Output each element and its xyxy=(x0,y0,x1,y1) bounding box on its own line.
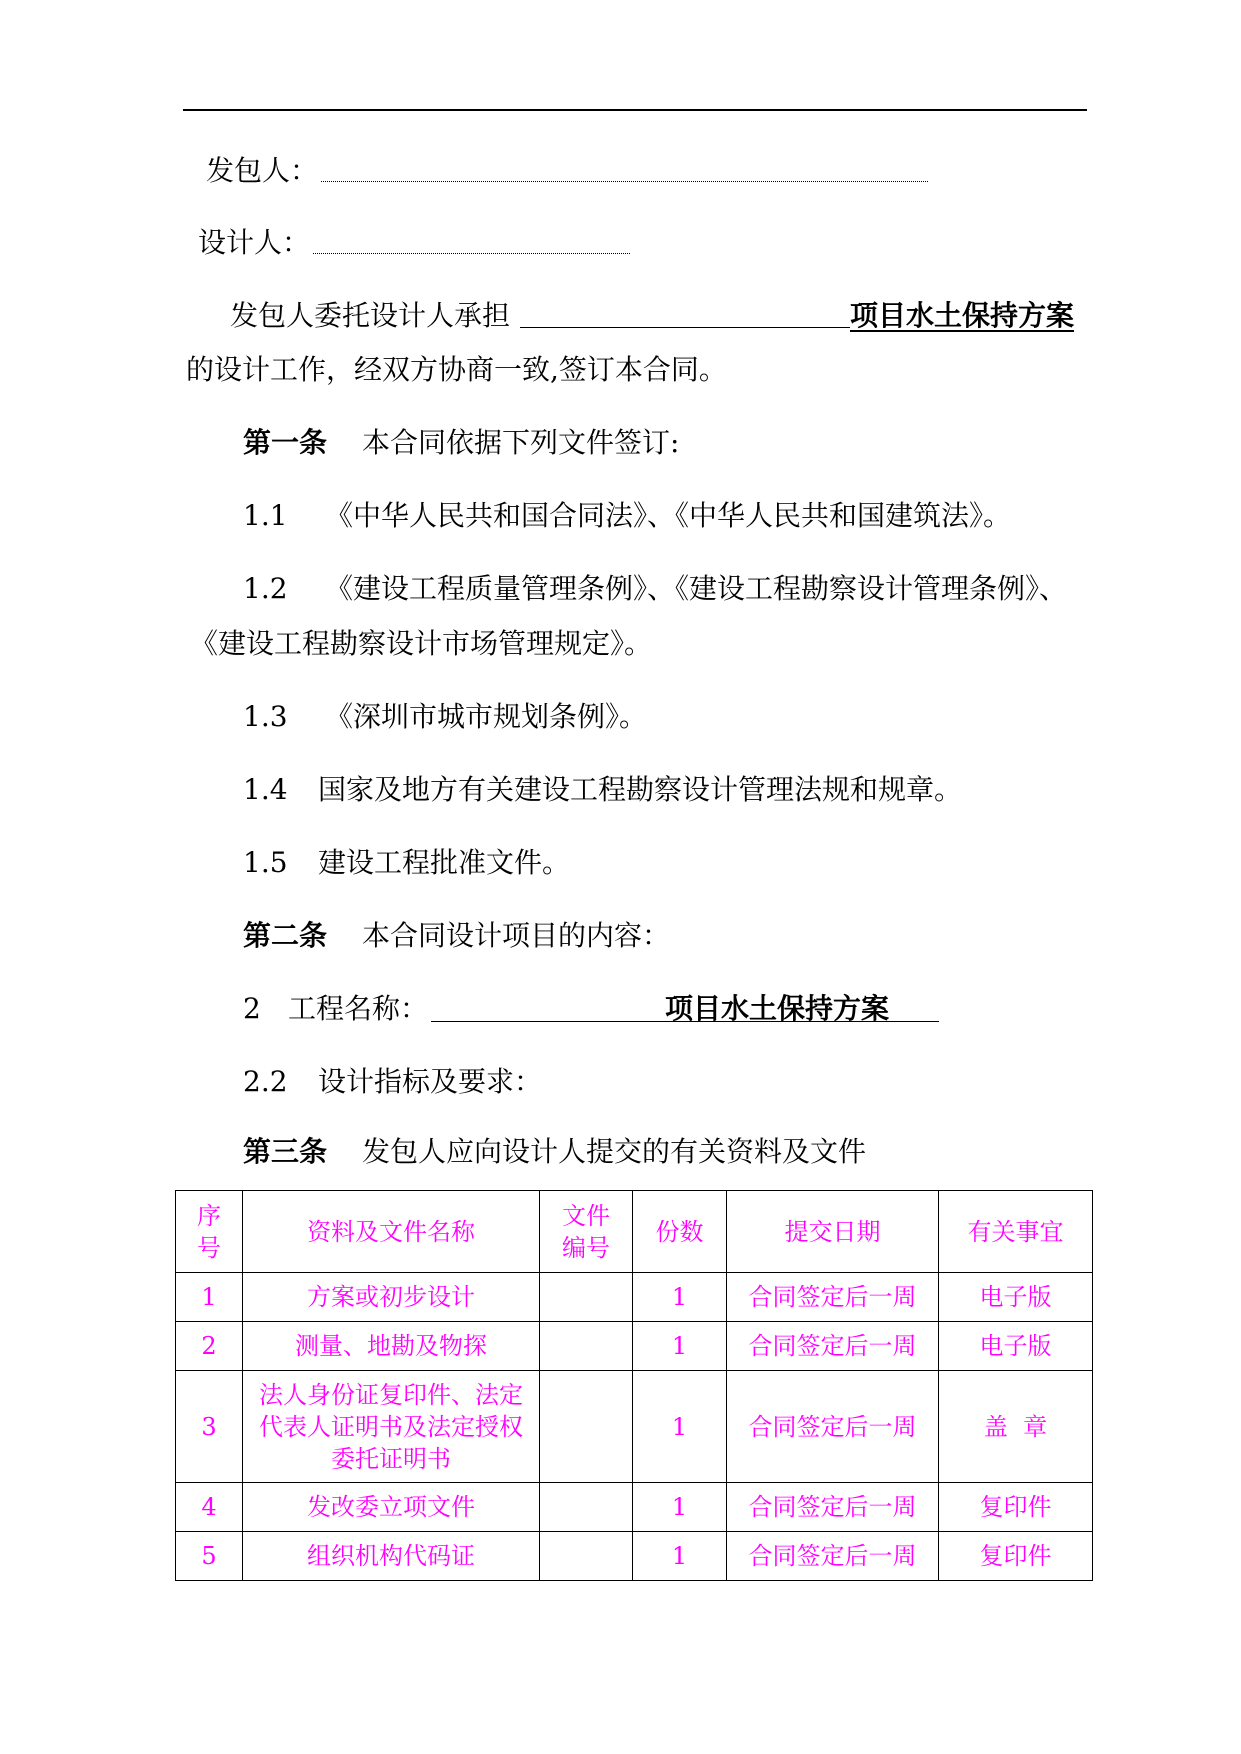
table-header-row xyxy=(176,1191,1093,1273)
cell-copies: 1 xyxy=(633,1273,727,1322)
cell-no: 2 xyxy=(176,1322,243,1371)
cell-copies: 1 xyxy=(633,1532,727,1581)
documents-table xyxy=(175,1190,1093,1581)
intro-project-name: 项目水土保持方案 xyxy=(850,299,1075,332)
item-1-3-text: 《深圳市城市规划条例》。 xyxy=(325,700,648,733)
header-date: 提交日期 xyxy=(727,1191,939,1273)
cell-note: 电子版 xyxy=(939,1322,1093,1371)
cell-date: 合同签定后一周 xyxy=(727,1532,939,1581)
intro-project-blank-line xyxy=(520,327,850,328)
header-name: 资料及文件名称 xyxy=(243,1191,540,1273)
cell-note: 电子版 xyxy=(939,1273,1093,1322)
cell-name: 发改委立项文件 xyxy=(243,1483,540,1532)
table-row xyxy=(176,1322,1093,1371)
cell-copies: 1 xyxy=(633,1371,727,1483)
item-1-4-text: 国家及地方有关建设工程勘察设计管理法规和规章。 xyxy=(318,773,963,806)
intro-line1-prefix: 发包人委托设计人承担 xyxy=(230,299,511,332)
employer-label: 发包人： xyxy=(206,154,319,187)
cell-note: 盖 章 xyxy=(939,1371,1093,1483)
article2-heading: 第二条 xyxy=(243,919,328,952)
header-code: 文件 编号 xyxy=(540,1191,633,1273)
item-1-3-num: 1.3 xyxy=(243,700,288,733)
cell-note: 复印件 xyxy=(939,1532,1093,1581)
table-row xyxy=(176,1483,1093,1532)
cell-date: 合同签定后一周 xyxy=(727,1483,939,1532)
header-rule xyxy=(183,109,1087,111)
cell-no: 4 xyxy=(176,1483,243,1532)
header-note: 有关事宜 xyxy=(939,1191,1093,1273)
item-1-2-num: 1.2 xyxy=(243,572,288,605)
item-1-2-continuation: 《建设工程勘察设计市场管理规定》。 xyxy=(190,627,653,660)
cell-code xyxy=(540,1532,633,1581)
table-row xyxy=(176,1532,1093,1581)
cell-code xyxy=(540,1371,633,1483)
table-row xyxy=(176,1273,1093,1322)
designer-label: 设计人： xyxy=(198,226,311,259)
cell-name: 法人身份证复印件、法定代表人证明书及法定授权委托证明书 xyxy=(243,1371,540,1483)
cell-code xyxy=(540,1483,633,1532)
item-1-5-num: 1.5 xyxy=(243,846,288,879)
designer-blank-line xyxy=(313,253,630,254)
article2-text: 本合同设计项目的内容： xyxy=(362,919,671,952)
cell-date: 合同签定后一周 xyxy=(727,1322,939,1371)
cell-copies: 1 xyxy=(633,1322,727,1371)
cell-note: 复印件 xyxy=(939,1483,1093,1532)
item-1-1-num: 1.1 xyxy=(243,499,288,532)
item-1-1-text: 《中华人民共和国合同法》、《中华人民共和国建筑法》。 xyxy=(325,499,1012,532)
employer-blank-line xyxy=(321,181,928,182)
item-2-2-text: 设计指标及要求： xyxy=(318,1065,543,1098)
cell-no: 3 xyxy=(176,1371,243,1483)
header-no: 序 号 xyxy=(176,1191,243,1273)
article1-heading: 第一条 xyxy=(243,426,328,459)
cell-name: 方案或初步设计 xyxy=(243,1273,540,1322)
table-row xyxy=(176,1371,1093,1483)
header-copies: 份数 xyxy=(633,1191,727,1273)
article3-text: 发包人应向设计人提交的有关资料及文件 xyxy=(362,1135,867,1168)
cell-date: 合同签定后一周 xyxy=(727,1371,939,1483)
item-1-5-text: 建设工程批准文件。 xyxy=(318,846,571,879)
cell-name: 测量、地勘及物探 xyxy=(243,1322,540,1371)
cell-copies: 1 xyxy=(633,1483,727,1532)
cell-code xyxy=(540,1273,633,1322)
article1-text: 本合同依据下列文件签订: xyxy=(362,426,680,459)
cell-date: 合同签定后一周 xyxy=(727,1273,939,1322)
cell-no: 5 xyxy=(176,1532,243,1581)
cell-name: 组织机构代码证 xyxy=(243,1532,540,1581)
item-1-4-num: 1.4 xyxy=(243,773,288,806)
item-1-2-text: 《建设工程质量管理条例》、《建设工程勘察设计管理条例》、 xyxy=(325,572,1068,605)
intro-line2: 的设计工作，经双方协商一致,签订本合同。 xyxy=(186,353,727,386)
article3-heading: 第三条 xyxy=(243,1135,328,1168)
item-2-label: 工程名称： xyxy=(288,992,429,1025)
item-2-num: 2 xyxy=(243,992,261,1025)
cell-code xyxy=(540,1322,633,1371)
article2-project-name: 项目水土保持方案 xyxy=(665,992,890,1025)
item-2-2-num: 2.2 xyxy=(243,1065,288,1098)
cell-no: 1 xyxy=(176,1273,243,1322)
